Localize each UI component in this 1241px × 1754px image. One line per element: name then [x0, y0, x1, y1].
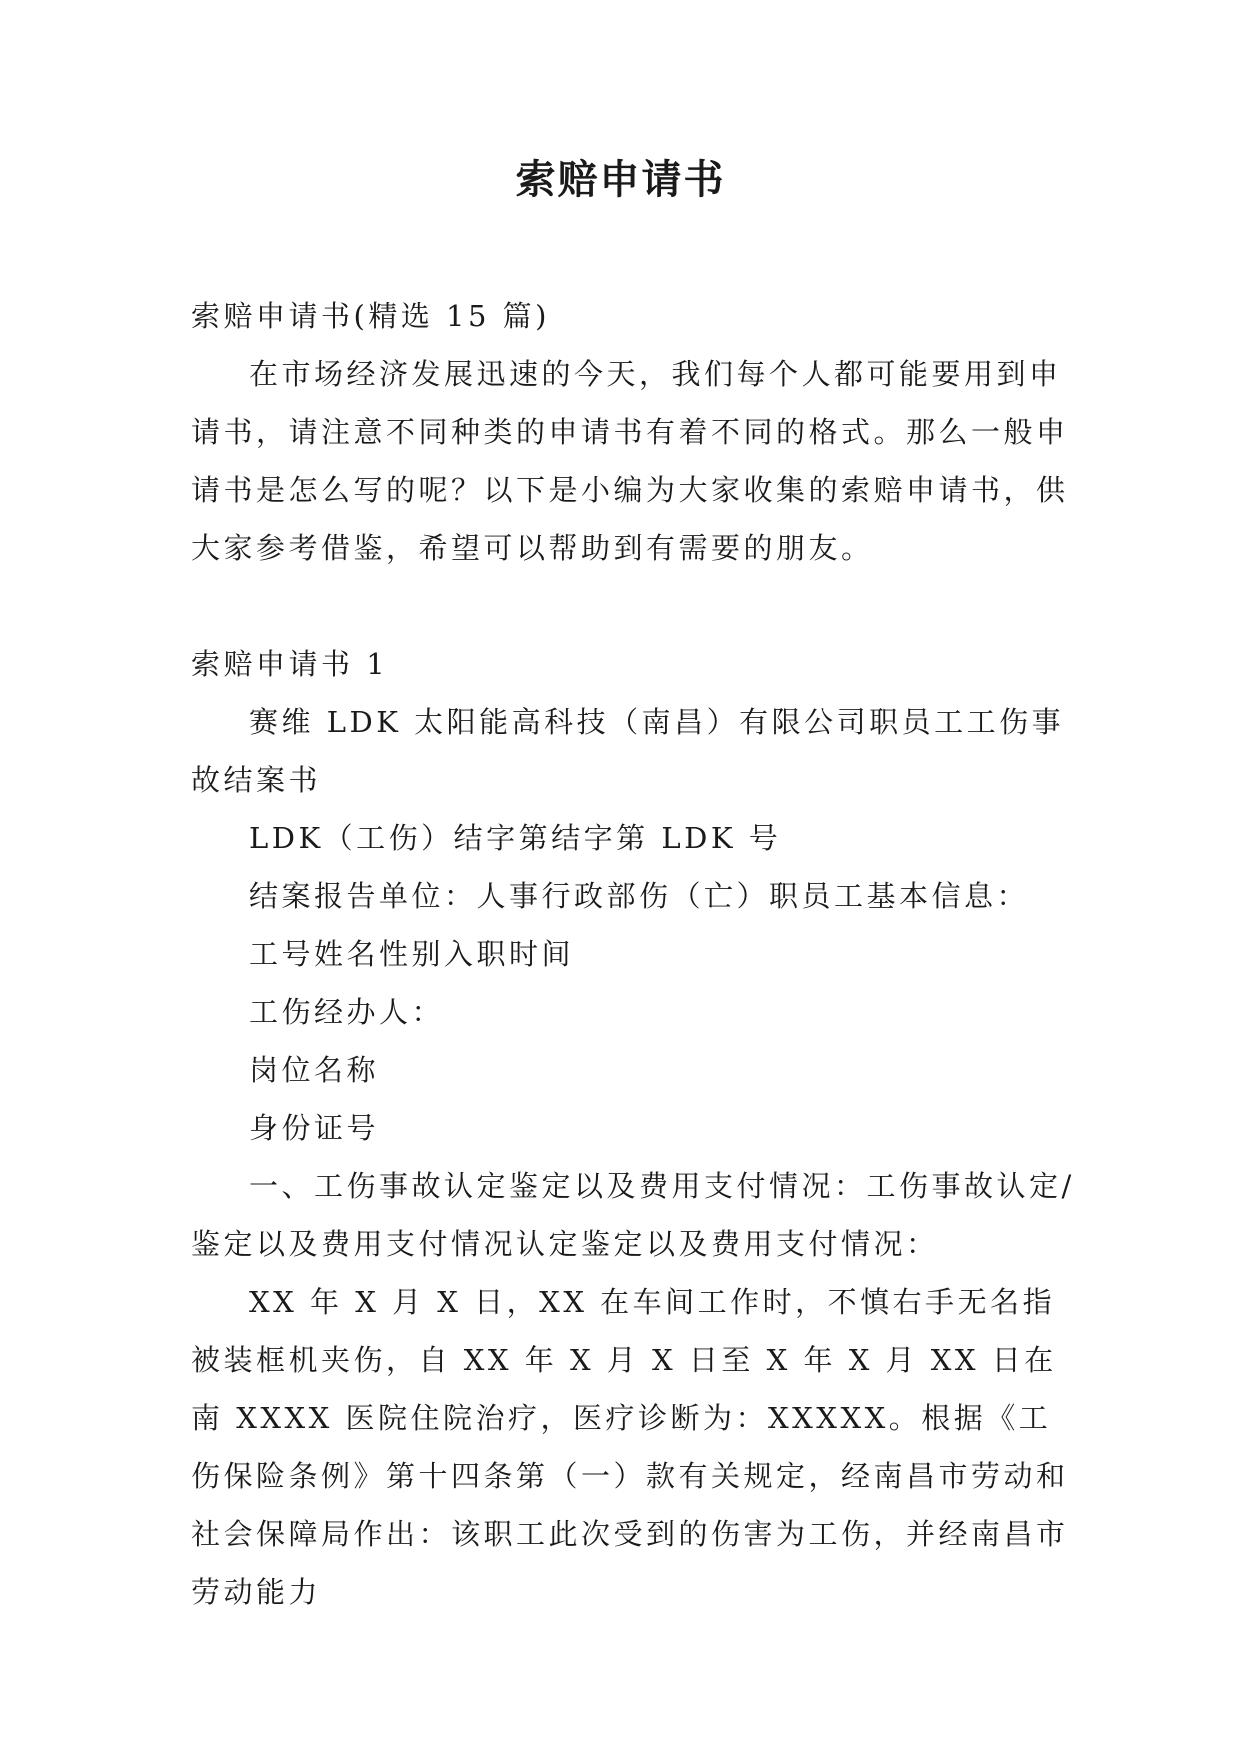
- document-title: 索赔申请书: [515, 157, 726, 203]
- body-paragraph-incident: XX 年 X 月 X 日，XX 在车间工作时，不慎右手无名指被装框机夹伤，自 XX 年 X 月 X 日至 X 年 X 月 XX 日在南 XXXX 医院住院治疗，医疗诊断为：XXXXX。根据《工伤保险条例》第十四条第（一）款有关规定，经南昌市劳动和社会保障局作出：该职工此次受到的伤害为工伤，并经南昌市劳动能力: [191, 1285, 1069, 1609]
- document-subtitle: 索赔申请书(精选 15 篇): [191, 299, 550, 333]
- paragraph-gap: [191, 577, 1081, 635]
- body-line-position: 岗位名称: [249, 1053, 380, 1087]
- body-line-report-unit: 结案报告单位：人事行政部伤（亡）职员工基本信息：: [249, 879, 1030, 913]
- body-paragraph-section-one: 一、工伤事故认定鉴定以及费用支付情况：工伤事故认定/鉴定以及费用支付情况认定鉴定以及费用支付情况：: [191, 1169, 1075, 1261]
- body-line-employee-fields: 工号姓名性别入职时间: [249, 937, 575, 971]
- body-line-company-title: 赛维 LDK 太阳能高科技（南昌）有限公司职员工工伤事故结案书: [191, 705, 1065, 797]
- section-heading: 索赔申请书 1: [191, 647, 389, 681]
- document-body: [191, 287, 1081, 1621]
- intro-paragraph: 在市场经济发展迅速的今天，我们每个人都可能要用到申请书，请注意不同种类的申请书有着不同的格式。那么一般申请书是怎么写的呢？以下是小编为大家收集的索赔申请书，供大家参考借鉴，希望可以帮助到有需要的朋友。: [191, 357, 1069, 565]
- body-line-id-number: 身份证号: [249, 1111, 380, 1145]
- body-line-handler: 工伤经办人：: [249, 995, 445, 1029]
- body-line-file-number: LDK（工伤）结字第结字第 LDK 号: [249, 821, 782, 855]
